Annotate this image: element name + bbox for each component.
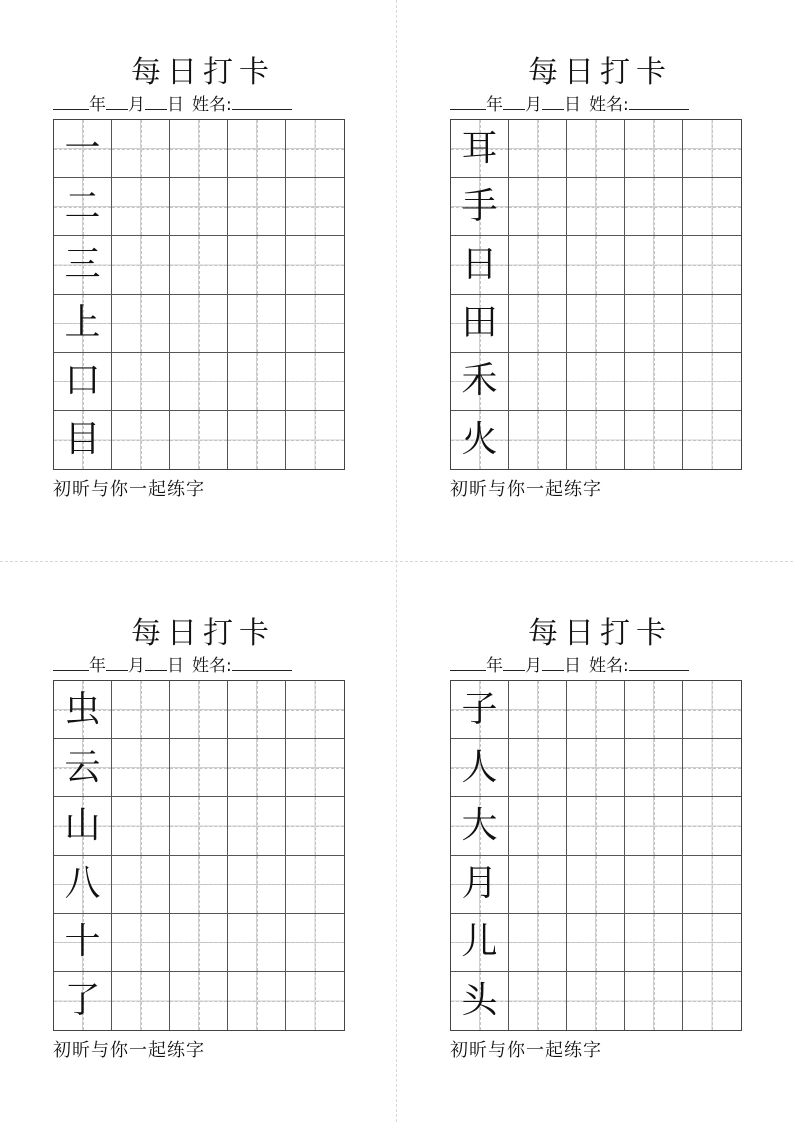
practice-cell[interactable] [567, 797, 625, 855]
practice-cell[interactable] [170, 411, 228, 469]
model-character-cell [54, 295, 112, 353]
practice-cell[interactable] [286, 972, 344, 1030]
model-character-cell [54, 681, 112, 739]
model-character-cell [451, 739, 509, 797]
model-character-cell [54, 353, 112, 411]
practice-cell[interactable] [112, 739, 170, 797]
name-label: 姓名: [192, 95, 232, 115]
model-character-cell [451, 236, 509, 294]
practice-grid [53, 680, 345, 1031]
model-character-cell [451, 353, 509, 411]
model-character: 一 [64, 127, 101, 169]
name-blank[interactable] [629, 93, 689, 110]
card-meta [450, 93, 750, 116]
month-label: 月 [128, 95, 145, 115]
day-label: 日 [564, 95, 581, 115]
practice-cell[interactable] [228, 797, 286, 855]
year-blank[interactable] [450, 654, 486, 671]
model-character-cell [451, 120, 509, 178]
model-character: 人 [461, 746, 498, 788]
practice-cell[interactable] [286, 353, 344, 411]
day-label: 日 [564, 656, 581, 676]
practice-cell[interactable] [170, 972, 228, 1030]
practice-cell[interactable] [170, 353, 228, 411]
practice-cell[interactable] [509, 914, 567, 972]
practice-cell[interactable] [625, 353, 683, 411]
practice-cell[interactable] [112, 236, 170, 294]
year-label: 年 [486, 656, 503, 676]
practice-cell[interactable] [170, 797, 228, 855]
practice-cell[interactable] [683, 411, 741, 469]
practice-cell[interactable] [286, 739, 344, 797]
model-character: 头 [461, 979, 498, 1021]
practice-cell[interactable] [112, 681, 170, 739]
day-blank[interactable] [145, 93, 167, 110]
practice-cell[interactable] [683, 236, 741, 294]
practice-cell[interactable] [683, 681, 741, 739]
practice-cell[interactable] [683, 914, 741, 972]
model-character: 上 [64, 302, 101, 344]
practice-cell[interactable] [567, 914, 625, 972]
practice-cell[interactable] [228, 411, 286, 469]
practice-cell[interactable] [683, 178, 741, 236]
practice-cell[interactable] [567, 856, 625, 914]
model-character-cell [54, 797, 112, 855]
model-character-cell [54, 972, 112, 1030]
practice-cell[interactable] [228, 236, 286, 294]
practice-cell[interactable] [625, 797, 683, 855]
practice-cell[interactable] [286, 120, 344, 178]
practice-cell[interactable] [286, 295, 344, 353]
practice-cell[interactable] [509, 411, 567, 469]
model-character: 火 [461, 418, 498, 460]
practice-cell[interactable] [228, 914, 286, 972]
card-footer: 初昕与你一起练字 [450, 1040, 602, 1061]
practice-cell[interactable] [509, 856, 567, 914]
model-character: 田 [461, 302, 498, 344]
practice-cell[interactable] [509, 681, 567, 739]
card-meta [450, 654, 750, 677]
model-character-cell [54, 856, 112, 914]
practice-cell[interactable] [567, 681, 625, 739]
model-character-cell [54, 178, 112, 236]
model-character-cell [54, 120, 112, 178]
day-blank[interactable] [542, 93, 564, 110]
year-blank[interactable] [53, 93, 89, 110]
practice-cell[interactable] [567, 353, 625, 411]
practice-cell[interactable] [112, 120, 170, 178]
model-character: 三 [64, 243, 101, 285]
model-character-cell [451, 295, 509, 353]
practice-cell[interactable] [509, 353, 567, 411]
practice-cell[interactable] [228, 856, 286, 914]
practice-cell[interactable] [683, 856, 741, 914]
name-blank[interactable] [232, 93, 292, 110]
practice-cell[interactable] [509, 797, 567, 855]
practice-card-2 [450, 55, 750, 515]
model-character-cell [451, 411, 509, 469]
year-label: 年 [89, 95, 106, 115]
model-character: 儿 [461, 921, 498, 963]
practice-cell[interactable] [170, 914, 228, 972]
practice-cell[interactable] [228, 353, 286, 411]
practice-grid [53, 119, 345, 470]
practice-cell[interactable] [567, 972, 625, 1030]
model-character: 十 [64, 921, 101, 963]
practice-cell[interactable] [112, 914, 170, 972]
year-label: 年 [89, 656, 106, 676]
model-character: 耳 [461, 127, 498, 169]
practice-cell[interactable] [170, 295, 228, 353]
year-blank[interactable] [53, 654, 89, 671]
model-character: 二 [64, 185, 101, 227]
card-meta [53, 654, 353, 677]
practice-cell[interactable] [625, 411, 683, 469]
practice-cell[interactable] [567, 236, 625, 294]
practice-grid [450, 680, 742, 1031]
name-label: 姓名: [589, 95, 629, 115]
year-label: 年 [486, 95, 503, 115]
day-label: 日 [167, 95, 184, 115]
practice-cell[interactable] [286, 914, 344, 972]
model-character-cell [451, 681, 509, 739]
name-label: 姓名: [192, 656, 232, 676]
practice-cell[interactable] [170, 120, 228, 178]
card-title: 每日打卡 [131, 55, 275, 90]
practice-cell[interactable] [567, 739, 625, 797]
model-character-cell [451, 856, 509, 914]
month-blank[interactable] [503, 93, 525, 110]
day-label: 日 [167, 656, 184, 676]
model-character: 日 [461, 243, 498, 285]
practice-cell[interactable] [625, 295, 683, 353]
practice-cell[interactable] [567, 411, 625, 469]
name-blank[interactable] [629, 654, 689, 671]
practice-cell[interactable] [112, 178, 170, 236]
practice-cell[interactable] [625, 856, 683, 914]
card-footer: 初昕与你一起练字 [450, 479, 602, 500]
practice-cell[interactable] [683, 353, 741, 411]
practice-cell[interactable] [509, 120, 567, 178]
practice-cell[interactable] [683, 972, 741, 1030]
practice-cell[interactable] [567, 295, 625, 353]
practice-cell[interactable] [509, 178, 567, 236]
practice-card-4 [450, 616, 750, 1076]
model-character: 八 [64, 863, 101, 905]
practice-cell[interactable] [683, 739, 741, 797]
practice-cell[interactable] [625, 914, 683, 972]
practice-cell[interactable] [509, 295, 567, 353]
practice-cell[interactable] [286, 236, 344, 294]
model-character-cell [54, 236, 112, 294]
model-character: 月 [461, 863, 498, 905]
day-blank[interactable] [145, 654, 167, 671]
model-character: 目 [64, 418, 101, 460]
practice-cell[interactable] [228, 178, 286, 236]
model-character-cell [54, 914, 112, 972]
practice-cell[interactable] [112, 411, 170, 469]
practice-cell[interactable] [170, 681, 228, 739]
practice-cell[interactable] [286, 681, 344, 739]
practice-cell[interactable] [286, 178, 344, 236]
practice-cell[interactable] [625, 972, 683, 1030]
month-blank[interactable] [106, 93, 128, 110]
practice-cell[interactable] [286, 856, 344, 914]
model-character-cell [54, 411, 112, 469]
practice-cell[interactable] [170, 236, 228, 294]
name-blank[interactable] [232, 654, 292, 671]
practice-card-1 [53, 55, 353, 515]
practice-cell[interactable] [228, 120, 286, 178]
model-character: 大 [461, 804, 498, 846]
practice-cell[interactable] [509, 739, 567, 797]
practice-cell[interactable] [683, 295, 741, 353]
model-character-cell [451, 178, 509, 236]
practice-cell[interactable] [228, 972, 286, 1030]
model-character-cell [451, 972, 509, 1030]
model-character: 禾 [461, 360, 498, 402]
practice-cell[interactable] [625, 178, 683, 236]
card-title: 每日打卡 [528, 616, 672, 651]
practice-cell[interactable] [509, 236, 567, 294]
practice-cell[interactable] [286, 797, 344, 855]
card-footer: 初昕与你一起练字 [53, 1040, 205, 1061]
practice-cell[interactable] [112, 295, 170, 353]
practice-cell[interactable] [170, 739, 228, 797]
practice-cell[interactable] [625, 739, 683, 797]
month-label: 月 [525, 656, 542, 676]
practice-cell[interactable] [567, 120, 625, 178]
practice-cell[interactable] [509, 972, 567, 1030]
model-character: 手 [461, 185, 498, 227]
practice-cell[interactable] [625, 236, 683, 294]
month-blank[interactable] [106, 654, 128, 671]
card-title: 每日打卡 [131, 616, 275, 651]
name-label: 姓名: [589, 656, 629, 676]
practice-cell[interactable] [286, 411, 344, 469]
practice-cell[interactable] [228, 739, 286, 797]
day-blank[interactable] [542, 654, 564, 671]
year-blank[interactable] [450, 93, 486, 110]
practice-cell[interactable] [112, 856, 170, 914]
practice-cell[interactable] [170, 178, 228, 236]
practice-cell[interactable] [683, 797, 741, 855]
practice-card-3 [53, 616, 353, 1076]
practice-cell[interactable] [228, 295, 286, 353]
model-character-cell [54, 739, 112, 797]
model-character: 了 [64, 979, 101, 1021]
model-character: 口 [64, 360, 101, 402]
model-character: 云 [64, 746, 101, 788]
month-label: 月 [128, 656, 145, 676]
practice-cell[interactable] [625, 681, 683, 739]
month-label: 月 [525, 95, 542, 115]
card-meta [53, 93, 353, 116]
practice-cell[interactable] [112, 972, 170, 1030]
practice-cell[interactable] [112, 797, 170, 855]
practice-cell[interactable] [228, 681, 286, 739]
month-blank[interactable] [503, 654, 525, 671]
practice-grid [450, 119, 742, 470]
page-divider-horizontal [0, 561, 793, 562]
practice-cell[interactable] [683, 120, 741, 178]
practice-cell[interactable] [170, 856, 228, 914]
model-character-cell [451, 797, 509, 855]
model-character: 虫 [64, 688, 101, 730]
model-character: 子 [461, 688, 498, 730]
practice-cell[interactable] [625, 120, 683, 178]
card-footer: 初昕与你一起练字 [53, 479, 205, 500]
model-character: 山 [64, 804, 101, 846]
card-title: 每日打卡 [528, 55, 672, 90]
model-character-cell [451, 914, 509, 972]
practice-cell[interactable] [567, 178, 625, 236]
practice-cell[interactable] [112, 353, 170, 411]
